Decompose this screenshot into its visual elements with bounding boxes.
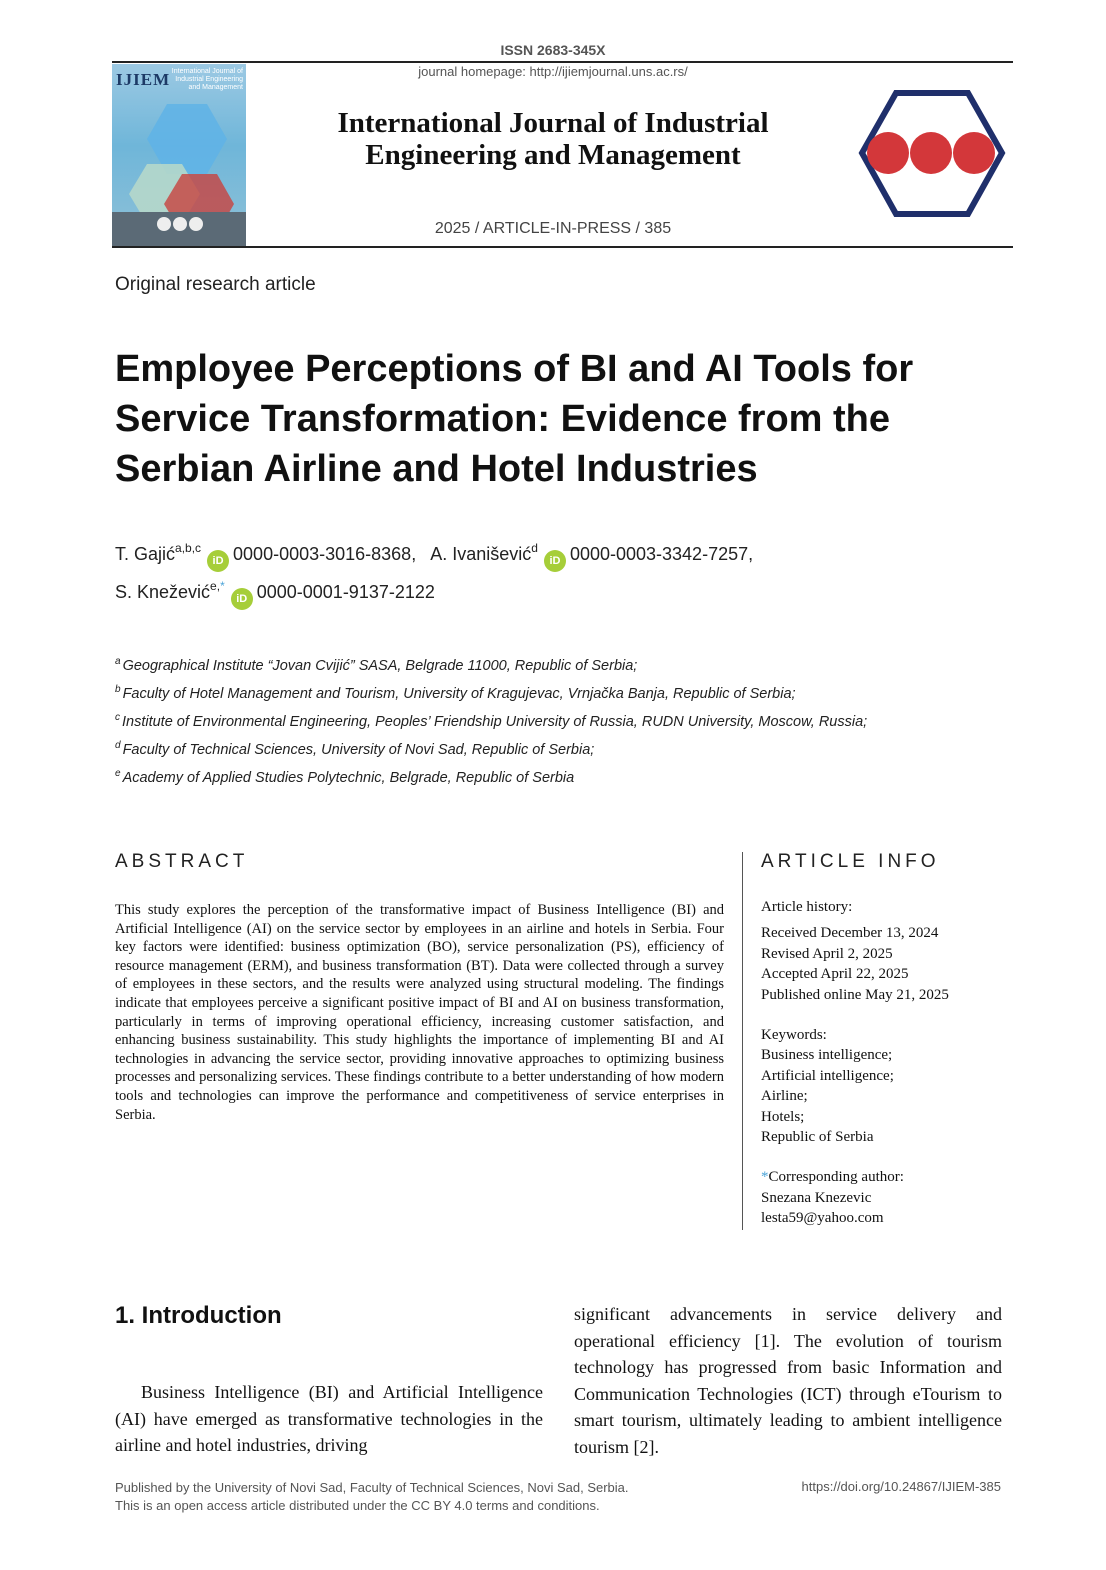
- corresponding-star-icon: *: [761, 1169, 769, 1186]
- journal-title-line1: International Journal of Industrial: [337, 107, 769, 139]
- journal-hexagon-logo-icon: [858, 90, 1006, 218]
- published-date: Published online May 21, 2025: [761, 986, 949, 1003]
- article-info: [761, 897, 1011, 1229]
- author-name: A. Ivanišević: [430, 544, 532, 564]
- orcid-icon[interactable]: iD: [544, 550, 566, 572]
- issn: ISSN 2683-345X: [500, 42, 606, 58]
- cover-logo: IJIEM: [116, 70, 171, 89]
- affiliation-sup: a: [115, 656, 121, 667]
- affiliation-sup: c: [115, 712, 120, 723]
- footer-doi-link[interactable]: https://doi.org/10.24867/IJIEM-385: [801, 1479, 1001, 1494]
- keyword: Business intelligence;: [761, 1047, 893, 1064]
- corresponding-star-icon: *: [220, 579, 225, 593]
- affiliation: [115, 704, 1015, 732]
- footer-line2: This is an open access article distributed under the CC BY 4.0 terms and conditions.: [115, 1498, 600, 1513]
- cover-hexagon-graphic: [112, 64, 246, 246]
- author-orcid[interactable]: 0000-0001-9137-2122: [256, 582, 435, 602]
- issue-info: 2025 / ARTICLE-IN-PRESS / 385: [434, 220, 672, 237]
- footer-publisher: [115, 1479, 629, 1515]
- affiliation-sup: e: [115, 768, 121, 779]
- affiliation: [115, 648, 1015, 676]
- affiliations: [115, 648, 1015, 788]
- footer-line1: Published by the University of Novi Sad, Faculty of Technical Sciences, Novi Sad, Serbia.: [115, 1480, 629, 1495]
- affiliation-text: Faculty of Technical Sciences, University of Novi Sad, Republic of Serbia;: [122, 742, 595, 758]
- header-rule-bottom: [112, 246, 1013, 248]
- header-rule-top: [112, 61, 1013, 63]
- corresponding-name: Snezana Knezevic: [761, 1189, 872, 1206]
- keyword: Republic of Serbia: [761, 1129, 874, 1146]
- keywords-label: Keywords:: [761, 1027, 827, 1044]
- journal-cover-image: [112, 64, 246, 246]
- author-name: S. Knežević: [115, 582, 211, 602]
- intro-text-right: significant advancements in service delivery and operational efficiency [1]. The evolution of tourism technology has progressed from basic Information and Communication Technologies (ICT) through eTourism to smart tourism, ultimately leading to ambient intelligence tourism [2].: [574, 1304, 1002, 1457]
- revised-date: Revised April 2, 2025: [761, 945, 893, 962]
- abstract-heading: ABSTRACT: [115, 851, 249, 872]
- affiliation-text: Institute of Environmental Engineering, Peoples’ Friendship University of Russia, RUDN University, Moscow, Russia;: [122, 714, 868, 730]
- affiliation-text: Academy of Applied Studies Polytechnic, Belgrade, Republic of Serbia: [122, 770, 575, 786]
- keyword: Airline;: [761, 1088, 808, 1105]
- received-date: Received December 13, 2024: [761, 925, 939, 942]
- orcid-icon[interactable]: iD: [207, 550, 229, 572]
- journal-homepage[interactable]: journal homepage: http://ijiemjournal.uns.ac.rs/: [418, 64, 688, 79]
- author-affil-sup: d: [531, 541, 538, 555]
- affiliation-text: Faculty of Hotel Management and Tourism, University of Kragujevac, Vrnjačka Banja, Republic of Serbia;: [122, 686, 796, 702]
- author-separator: ,: [411, 544, 417, 564]
- article-info-heading: ARTICLE INFO: [761, 851, 940, 872]
- corresponding-email[interactable]: lesta59@yahoo.com: [761, 1210, 884, 1227]
- authors-line-2: [115, 579, 435, 610]
- author-separator: ,: [748, 544, 754, 564]
- abstract-text: This study explores the perception of the transformative impact of Business Intelligence (BI) and Artificial Intelligence (AI) on the service sector by employees in an airline and hotels in Serbia. Four key factors were identified: business optimization (BO), service personalization (PS), efficiency of resource management (ERM), and business transformation (BT). Data were collected through a survey of employees in these sectors, and the results were analyzed using structural modeling. The findings indicate that employees perceive a significant positive impact of BI and AI on business transformation, particularly in terms of improving operational efficiency, increasing customer satisfaction, and enhancing business sustainability. This study highlights the importance of implementing BI and AI technologies in advancing the service sector, providing innovative approaches to optimizing business processes and personalizing services. These findings contribute to a better understanding of how modern tools and technologies can improve the performance and competitiveness of service enterprises in Serbia.: [115, 902, 724, 1123]
- affiliation: [115, 760, 1015, 788]
- history-label: Article history:: [761, 899, 853, 915]
- keyword: Artificial intelligence;: [761, 1067, 894, 1084]
- orcid-icon[interactable]: iD: [231, 588, 253, 610]
- article-type: Original research article: [115, 274, 316, 295]
- corresponding-author: [761, 1167, 1011, 1187]
- intro-text-left: Business Intelligence (BI) and Artificial Intelligence (AI) have emerged as transformative technologies in the airline and hotel industries, driving: [115, 1382, 543, 1455]
- journal-title: [250, 107, 856, 171]
- cover-text: International Journal of Industrial Engineering and Management: [171, 68, 243, 91]
- corresponding-label: Corresponding author:: [768, 1169, 904, 1186]
- introduction-heading: 1. Introduction: [115, 1302, 282, 1329]
- affiliation-sup: b: [115, 684, 121, 695]
- author-orcid[interactable]: 0000-0003-3342-7257: [569, 544, 749, 564]
- accepted-date: Accepted April 22, 2025: [761, 966, 909, 983]
- affiliation: [115, 732, 1015, 760]
- author-affil-sup: a,b,c: [175, 541, 202, 555]
- affiliation-text: Geographical Institute “Jovan Cvijić” SASA, Belgrade 11000, Republic of Serbia;: [122, 658, 638, 674]
- affiliation-sup: d: [115, 740, 121, 751]
- author-affil-sup: e,: [210, 579, 221, 593]
- authors-line-1: [115, 541, 753, 572]
- journal-title-line2: Engineering and Management: [365, 139, 741, 171]
- column-divider: [742, 852, 743, 1230]
- affiliation: [115, 676, 1015, 704]
- keyword: Hotels;: [761, 1108, 805, 1125]
- author-name: T. Gajić: [115, 544, 176, 564]
- author-orcid[interactable]: 0000-0003-3016-8368: [233, 544, 412, 564]
- article-title: Employee Perceptions of BI and AI Tools for Service Transformation: Evidence from the Serbian Airline and Hotel Industries: [115, 348, 914, 490]
